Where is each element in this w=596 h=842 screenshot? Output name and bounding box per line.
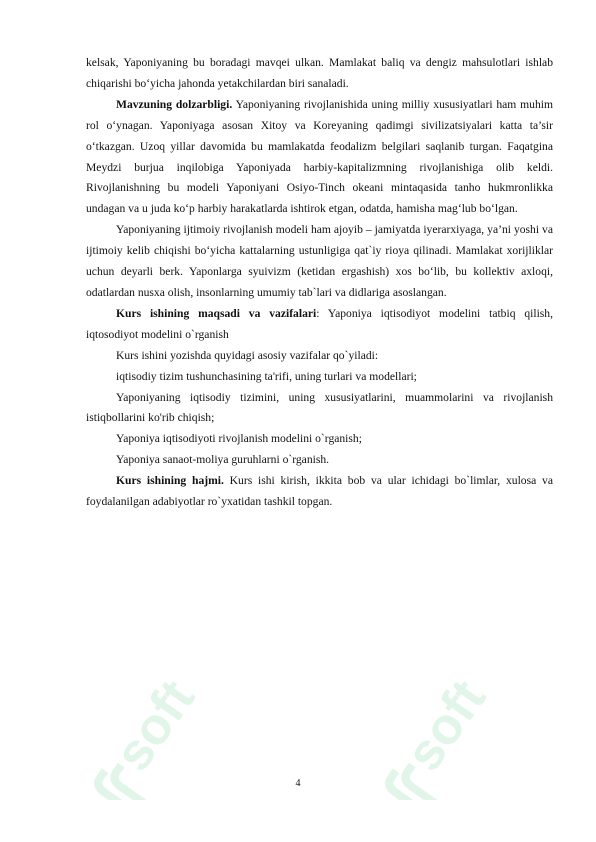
paragraph-text: Kurs ishi kirish, ikkita bob va ular ichidagi bo`limlar, xulosa va foydalanilgan adabiyotlar ro`yxatidan tashkil topgan. bbox=[86, 474, 553, 509]
watermark-text: soft bbox=[103, 669, 207, 782]
paragraph-relevance bbox=[86, 95, 553, 220]
task-item bbox=[86, 388, 553, 430]
paragraph-text: Yaponiya sanaot-moliya guruhlarni o`rganish. bbox=[116, 453, 330, 467]
task-item bbox=[86, 450, 553, 471]
task-item bbox=[86, 429, 553, 450]
document-page bbox=[86, 0, 553, 842]
paragraph-text: Yaponiyaning rivojlanishida uning milliy xususiyatlari ham muhim rol o‘ynagan. Yaponiyaga asosan Xitoy va Koreyaning qadimgi sivilizatsiyalari katta ta’sir o‘tkazgan. Uzoq yillar davomida bu mamlakatda feodalizm belgilari saqlanib turgan. Faqatgina Meydzi burjua inqilobiga Yaponiyada harbiy-kapitalizmning rivojlanishiga olib keldi. Rivojlanishning bu modeli Yaponiyani Osiyo-Tinch okeani mintaqasida tanho hukmronlikka undagan va u juda ko‘p harbiy harakatlarda ishtirok etgan, odatda, hamisha mag‘lub bo‘lgan. bbox=[86, 97, 553, 216]
paragraph-tasks-intro bbox=[86, 346, 553, 367]
task-item bbox=[86, 367, 553, 388]
paragraph-volume bbox=[86, 471, 553, 513]
paragraph-text: Kurs ishini yozishda quyidagi asosiy vazifalar qo`yiladi: bbox=[116, 348, 379, 362]
watermark-text: soft bbox=[394, 669, 498, 782]
paragraph-text: : Yaponiya iqtisodiyot modelini tatbiq qilish, iqtosodiyot modelini o`rganish bbox=[86, 306, 553, 341]
paragraph-text: Yaponiya iqtisodiyoti rivojlanish modelini o`rganish; bbox=[116, 432, 362, 446]
section-heading-goals: Kurs ishining maqsadi va vazifalari bbox=[116, 306, 317, 320]
paragraph-social-model bbox=[86, 220, 553, 304]
document-body bbox=[86, 53, 553, 513]
paragraph-text: iqtisodiy tizim tushunchasining ta'rifi, uning turlari va modellari; bbox=[116, 369, 417, 383]
paragraph-goals bbox=[86, 304, 553, 346]
paragraph-text: Yaponiyaning iqtisodiy tizimini, uning xususiyatlarini, muammolarini va rivojlanish istiqbollarini ko'rib chiqish; bbox=[86, 390, 553, 425]
section-heading-volume: Kurs ishining hajmi. bbox=[116, 474, 224, 488]
paragraph-continuation bbox=[86, 53, 553, 95]
paragraph-text: kelsak, Yaponiyaning bu boradagi mavqei ulkan. Mamlakat baliq va dengiz mahsulotlari ishlab chiqarishi bo‘yicha jahonda yetakchilardan biri sanaladi. bbox=[86, 56, 553, 90]
page-number: 4 bbox=[295, 778, 301, 789]
paragraph-text: Yaponiyaning ijtimoiy rivojlanish modeli ham ajoyib – jamiyatda iyerarxiyaga, ya’ni yoshi va ijtimoiy kelib chiqishi bo‘yicha kattalarning ustunligiga qat`iy rioya qilinadi. Mamlakat xorijliklar uchun deyarli berk. Yaponlarga syuivizm (ketidan ergashish) xos bo‘lib, bu kollektiv axloqi, odatlardan nusxa olish, insonlarning umumiy tab`lari va didlariga asoslangan. bbox=[86, 223, 553, 299]
section-heading-relevance: Mavzuning dolzarbligi. bbox=[116, 97, 233, 111]
